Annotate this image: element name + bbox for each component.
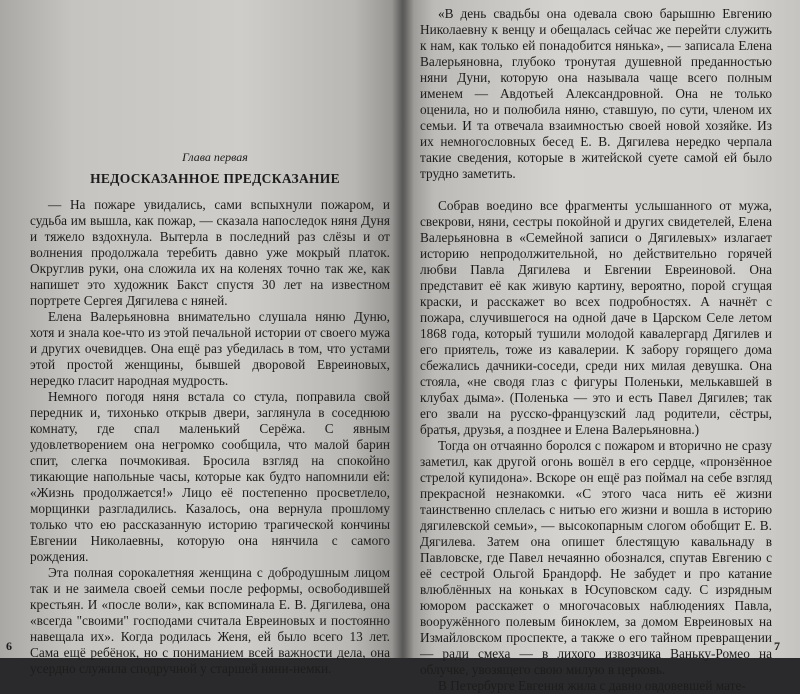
page-number-right: 7	[774, 639, 780, 653]
right-paragraph-4: В Петербурге Евгения жила с давно овдовевшей мате-	[438, 678, 746, 693]
left-paragraph-3: Немного погодя няня встала со стула, поправила свой передник и, тихонько открыв двери, заглянула в соседнюю комнату, где спал маленький Серёжа. С явным удовлетворением она негромко сообщила, что малой барин спит, слегка почмокивая. Бросила взгляд на спокойно тикающие напольные часы, которые как будто напомнили ей: «Жизнь продолжается!» Лицо её постепенно просветлело, морщинки разгладились. Казалось, она вернула прошлому только что ею рассказанную историю трагической кончины Евгении Николаевны, которую она нянчила с самого рождения.	[30, 389, 390, 564]
left-paragraph-4: Эта полная сорокалетняя женщина с добродушным лицом так и не заимела своей семьи после реформы, освободившей крестьян. И «после воли», как вспоминала Е. В. Дягилева, она «всегда "своими" господами считала Евреиновых и постоянно навещала их». Когда родилась Женя, ей было всего 13 лет. Сама ещё ребёнок, но с пониманием всей важности дела, она усердно служила сподручной у старшей няни-немки.	[30, 565, 390, 676]
right-page	[402, 0, 800, 693]
chapter-title: НЕДОСКАЗАННОЕ ПРЕДСКАЗАНИЕ	[90, 171, 340, 186]
right-paragraph-3: Тогда он отчаянно боролся с пожаром и вторично не сразу заметил, как другой огонь вошёл в его сердце, «пронзённое стрелой купидона». Вскоре он ещё раз поймал на себе взгляд прекрасной незнакомки. «С этого часа нить её жизни таинственно сплелась с нитью его жизни и вошла в историю дягилевской семьи», — высокопарным слогом обобщит Е. В. Дягилева. Затем она опишет блестящую кавальнаду в Павловске, где Павел нечаянно обознался, спутав Евгению с её сестрой Ольгой Брандорф. Не забудет и про катание влюблённых на коньках в Юсуповском саду. С изрядным юмором расскажет о многочасовых наблюдениях Павла, вооружённого полевым биноклем, за домом Евреиновых на Измайловском проспекте, а также о его тайном превращении — ради смеха — в лихого извозчика Ваньку-Ромео на облучке, увозящего свою милую в церковь.	[420, 438, 772, 677]
paragraph-gap	[420, 182, 772, 198]
book-gutter	[392, 0, 414, 658]
right-paragraph-1: «В день свадьбы она одевала свою барышню Евгению Николаевну к венцу и обещалась сейчас же перейти служить к нам, как только ей понадобится нянька», — записала Елена Валерьяновна, глубоко тронутая душевной преданностью няни Дуни, которую она называла чаще всего полным именем — Авдотьей Александровной. Она не только оценила, но и полюбила няню, ставшую, по сути, членом их семьи. И та отвечала взаимностью своей новой хозяйке. Из их немногословных бесед Е. В. Дягилева нередко черпала такие сведения, которые в житейской суете самой ей было трудно заметить.	[420, 6, 772, 181]
right-paragraph-2: Собрав воедино все фрагменты услышанного от мужа, свекрови, няни, сестры покойной и других свидетелей, Елена Валерьяновна в «Семейной записи о Дягилевых» излагает историю непродолжительной, но действительно горячей любви Павла Дягилева и Евгении Евреиновой. Она представит её как живую картину, вероятно, порой сгущая краски, и расскажет во всех подробностях. А начнёт с пожара, случившегося на одной даче в Царском Селе летом 1868 года, который тушили молодой кавалергард Дягилев и его приятель, тоже из кавалерии. К забору горящего дома сбежались дачники-соседи, среди них милая девушка. Она стояла, «не сводя глаз с фигуры Поленьки, мелькавшей в клубах дыма». (Поленька — это и есть Павел Дягилев; так его звали на русско-французский лад родители, сёстры, братья, друзья, а позднее и Елена Валерьяновна.)	[420, 198, 772, 437]
left-page	[0, 0, 402, 676]
left-paragraph-1: — На пожаре увидались, сами вспыхнули пожаром, и судьба им вышла, как пожар, — сказала напоследок няня Дуня и тяжело вздохнула. Вытерла в последний раз слёзы и от волнения продолжала теребить давно уже мокрый платок. Округлив руки, она сложила их на коленях точно так же, как напишет это художник Бакст спустя 30 лет на известном портрете Сергея Дягилева с няней.	[30, 197, 390, 308]
page-number-left: 6	[6, 639, 12, 653]
chapter-label: Глава первая	[182, 150, 248, 164]
left-paragraph-2: Елена Валерьяновна внимательно слушала няню Дуню, хотя и знала кое-что из этой печальной истории от своего мужа и других очевидцев. Она ещё раз убедилась в том, что устами этой простой женщины, бывшей дворовой Евреиновых, нередко гласит народная мудрость.	[30, 309, 390, 388]
